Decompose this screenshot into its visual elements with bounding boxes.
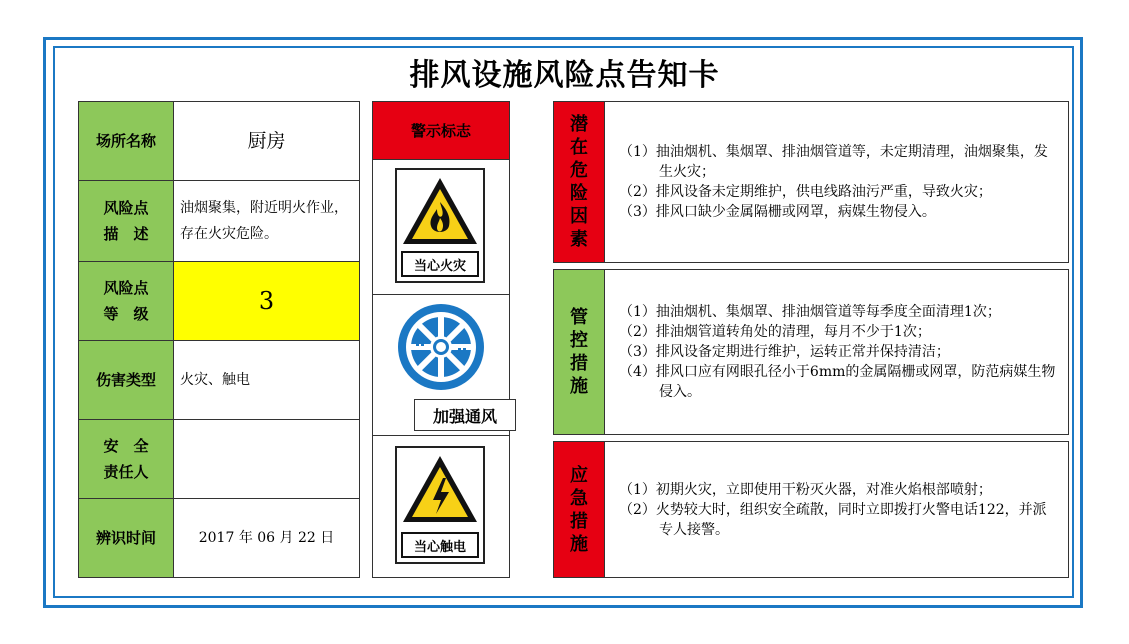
- hazard-factors-section: [553, 101, 1069, 263]
- list-item: （3）排风口缺少金属隔栅或网罩，病媒生物侵入。: [619, 204, 936, 220]
- control-measures-section: [553, 269, 1069, 435]
- shock-sign-cell: [373, 436, 509, 577]
- risk-desc-value: 油烟聚集，附近明火作业，存在火灾危险。: [180, 200, 348, 242]
- emergency-measures-label: 应 急 措 施: [554, 442, 605, 577]
- place-value: 厨房: [247, 130, 286, 152]
- control-measures-label: 管 控 措 施: [554, 270, 605, 434]
- row-safety-owner: [79, 420, 359, 499]
- risk-level-value: 3: [174, 262, 359, 340]
- fire-warning-icon: [397, 172, 483, 252]
- identify-date-value: 2017 年 06 月 22 日: [198, 530, 335, 546]
- fire-warning-sign: [395, 168, 485, 283]
- fire-sign-caption: 当心火灾: [401, 251, 479, 277]
- vent-sign-caption: 加强通风: [414, 399, 516, 431]
- emergency-measures-section: [553, 441, 1069, 578]
- electric-shock-icon: [397, 450, 483, 530]
- hazard-factors-list: [605, 102, 1068, 262]
- control-measures-list: [605, 270, 1068, 434]
- row-place: [79, 102, 359, 181]
- row-risk-level: [79, 262, 359, 341]
- list-item: （2）排风设备未定期维护，供电线路油污严重，导致火灾；: [619, 184, 992, 200]
- vent-sign-cell: [373, 295, 509, 436]
- identify-date-label: 辨识时间: [79, 499, 174, 577]
- risk-desc-label: 风险点 描 述: [79, 181, 174, 261]
- list-item: （3）排风设备定期进行维护，运转正常并保持清洁；: [619, 344, 950, 360]
- risk-level-label: 风险点 等 级: [79, 262, 174, 340]
- card-title: 排风设施风险点告知卡: [409, 58, 720, 93]
- shock-sign-caption: 当心触电: [401, 532, 479, 558]
- fan-ventilation-icon: [396, 302, 486, 392]
- shock-warning-sign: [395, 446, 485, 564]
- info-table: [78, 101, 360, 578]
- safety-owner-label: 安 全 责任人: [79, 420, 174, 498]
- emergency-measures-list: [605, 442, 1068, 577]
- list-item: （1）初期火灾，立即使用干粉灭火器，对准火焰根部喷射；: [619, 481, 992, 498]
- list-item: （4）排风口应有网眼孔径小于6mm的金属隔栅或网罩，防范病媒生物侵入。: [619, 364, 1056, 400]
- list-item: （1）抽油烟机、集烟罩、排油烟管道等每季度全面清理1次；: [619, 304, 1001, 320]
- safety-owner-value: [174, 420, 359, 498]
- row-identify-date: [79, 499, 359, 577]
- list-item: （2）火势较大时，组织安全疏散，同时立即拨打火警电话122，并派专人接警。: [619, 501, 1047, 538]
- row-harm-type: [79, 341, 359, 420]
- place-label: 场所名称: [79, 102, 174, 180]
- list-item: （1）抽油烟机、集烟罩、排油烟管道等，未定期清理，油烟聚集，发生火灾；: [619, 144, 1048, 180]
- warning-signs-header: 警示标志: [373, 102, 509, 160]
- warning-signs-panel: [372, 101, 510, 578]
- harm-type-label: 伤害类型: [79, 341, 174, 419]
- fire-sign-cell: [373, 160, 509, 295]
- hazard-factors-label: 潜 在 危 险 因 素: [554, 102, 605, 262]
- list-item: （2）排油烟管道转角处的清理，每月不少于1次；: [619, 324, 931, 340]
- harm-type-value: 火灾、触电: [180, 372, 250, 388]
- row-risk-desc: [79, 181, 359, 262]
